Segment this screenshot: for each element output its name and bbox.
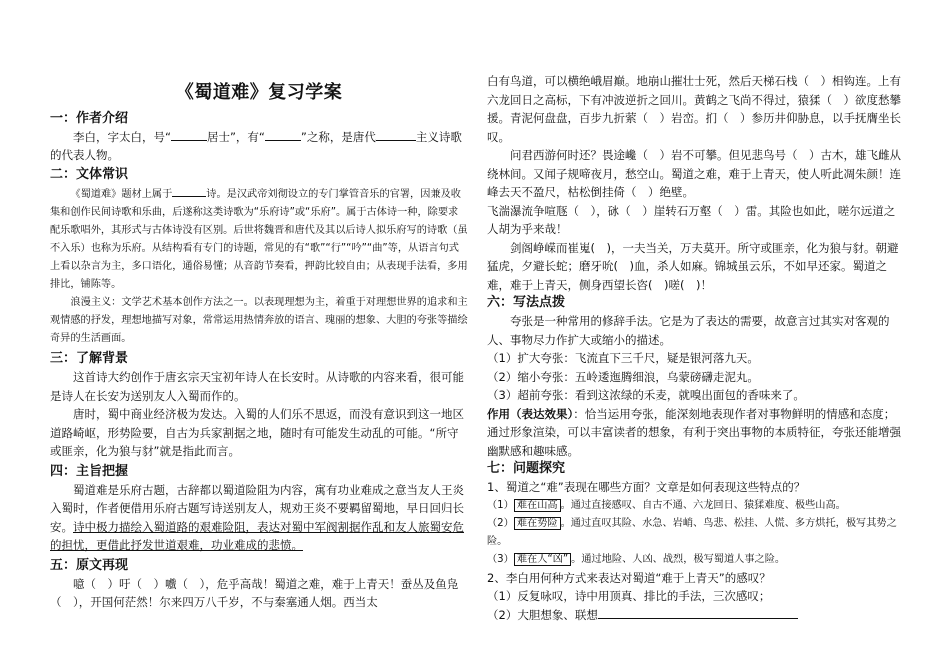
section-genre-heading: 二：文体常识 — [50, 167, 129, 182]
section-background-text-1: 这首诗大约创作于唐玄宗天宝初年诗人在长安时。从诗歌的内容来看，很可能是诗人在长安为送别友人入蜀而作的。 — [50, 370, 464, 403]
underlined-theme-sentence: 诗中极力描绘入蜀道路的艰难险阻，表达对蜀中军阀割据作乱和友人旅蜀安危的担忧，更借此抒发世道艰难，功业难成的悲愤。 — [50, 519, 464, 552]
answer-2-2: （2）大胆想象、联想 — [487, 606, 905, 625]
original-text-part-2: 白有鸟道，可以横绝峨眉巅。地崩山摧壮士死，然后天梯石栈（ ）相钩连。上有六龙回日之高标，下有冲波逆折之回川。黄鹤之飞尚不得过，猿猱（ ）欲度愁攀援。青泥何盘盘，百步九折萦（ ）岩峦。扪（ ）参历井仰胁息，以手抚膺坐长叹。 — [487, 74, 901, 144]
section-original-heading: 五：原文再现 — [50, 557, 129, 573]
blank-line[interactable] — [265, 128, 301, 141]
original-text-part-4: 飞湍瀑流争喧豗（ ），砯（ ）崖转石万壑（ ）雷。其险也如此，嗟尔远道之人胡为乎来哉！ — [487, 203, 896, 236]
answer-1-3: （3） 难在人“凶” 。通过地险、人凶、战烈，极写蜀道人事之险。 — [487, 553, 786, 565]
section-background-text-2: 唐时，蜀中商业经济极为发达。入蜀的人们乐不思返，而没有意识到这一地区道路崎岖，形势险要，自古为兵家割据之地，随时有可能发生动乱的可能。“所守或匪亲，化为狼与豺”就是指此而言。 — [50, 407, 464, 458]
question-2: 2、李白用何种方式来表达对蜀道“难于上青天”的感叹？ — [487, 570, 771, 585]
original-text-part-5: 剑阁峥嵘而崔嵬( )，一夫当关，万夫莫开。所守或匪亲，化为狼与豺。朝避猛虎，夕避长蛇；磨牙吮( )血，杀人如麻。锦城虽云乐，不如早还家。蜀道之难，难于上青天，侧身西望长咨( )嗟( )！ — [487, 240, 899, 292]
hyperbole-item-1: （1）扩大夸张：飞流直下三千尺，疑是银河落九天。 — [487, 351, 759, 365]
boxed-keyword: 难在势险 — [514, 517, 561, 530]
section-author-text: 李白，字太白，号“ 居士”，有“ ”之称，是唐代 主义诗歌的代表人物。 — [50, 130, 462, 162]
answer-1-1: （1） 难在山高 。通过直接感叹、自古不通、六龙回日、猿猱难度、极些山高。 — [487, 499, 846, 511]
section-theme-text: 蜀道难是乐府古题，古辞都以蜀道险阻为内容，寓有功业难成之意当友人王炎入蜀时，作者便借用乐府古题写诗送别友人，规劝王炎不要羁留蜀地，早日回归长安。诗中极力描绘入蜀道路的艰难险阻，表达对蜀中军阀割据作乱和友人旅蜀安危的担忧，更借此抒发世道艰难，功业难成的悲愤。 — [50, 482, 464, 552]
hyperbole-item-2: （2）缩小夸张：五岭逶迤腾细浪，乌蒙磅礴走泥丸。 — [487, 369, 759, 384]
boxed-keyword: 难在山高 — [514, 499, 561, 512]
section-theme-heading: 四：主旨把握 — [50, 463, 129, 479]
section-inquiry-heading: 七：问题探究 — [487, 461, 566, 476]
section-background-heading: 三：了解背景 — [50, 351, 129, 366]
boxed-keyword: 难在人“凶” — [514, 553, 571, 566]
answer-1-2: （2） 难在势险 。通过直叹其险、水急、岩峭、鸟悲、松挂、人慌、多方烘托，极写其势之险。 — [487, 517, 897, 547]
hyperbole-item-3: （3）超前夸张：看到这浓绿的禾麦，就嗅出面包的香味来了。 — [487, 388, 805, 402]
original-text-part-3: 问君西游何时还？畏途巉（ ）岩不可攀。但见悲鸟号（ ）古木，雄飞雌从绕林间。又闻子规啼夜月，愁空山。蜀道之难，难于上青天，使人听此凋朱颜！连峰去天不盈尺，枯松倒挂倚（ ）绝壁。 — [487, 148, 901, 199]
section-genre-text-2: 浪漫主义：文学艺术基本创作方法之一。以表现理想为主，着重于对理想世界的追求和主观情感的抒发，理想地描写对象，常常运用热情奔放的语言、瑰丽的想象、大胆的夸张等描绘奇异的生活画面。 — [50, 297, 468, 344]
original-text-part-1: 噫（ ）吁（ ）嚱（ ），危乎高哉！蜀道之难，难于上青天！蚕丛及鱼凫（ ），开国何茫然！尔来四万八千岁，不与秦塞通人烟。西当太 — [50, 576, 459, 609]
blank-line[interactable] — [376, 128, 416, 141]
answer-2-1: （1）反复咏叹，诗中用顶真、排比的手法，三次感叹； — [487, 589, 771, 603]
section-author-heading: 一：作者介绍 — [50, 111, 129, 126]
left-column — [50, 78, 468, 612]
section-genre-text-1: 《蜀道难》题材上属于 诗。是汉武帝刘彻设立的专门掌管音乐的官署，因兼及收集和创作民间诗歌和乐曲，后遂称这类诗歌为“乐府诗”或“乐府”。属于古体诗一种，除要求配乐歌唱外，其形式与古体诗没有区别。后世将魏晋和唐代及其以后诗人拟乐府写的诗歌（虽不入乐）也称为乐府。从结构看有专门的诗题，常见的有“歌”“行”“吟”“曲”等，从语言句式上看以杂言为主，多口语化，通俗易懂；从音韵节奏看，押韵比较自由；从表现手法看，多用排比，铺陈等。 — [50, 184, 468, 294]
hyperbole-effect: 作用（表达效果）：恰当运用夸张，能深刻地表现作者对事物鲜明的情感和态度；通过形象渲染，可以丰富读者的想象，有利于突出事物的本质特征，夸张还能增强幽默感和趣味感。 — [487, 406, 901, 458]
blank-line[interactable] — [172, 184, 206, 197]
document-title: 《蜀道难》复习学案 — [175, 82, 343, 103]
section-technique-text: 夸张是一种常用的修辞手法。它是为了表达的需要，故意言过其实对客观的人、事物尽力作扩大或缩小的描述。 — [487, 314, 890, 347]
answer-blank-line[interactable] — [598, 606, 798, 619]
blank-line[interactable] — [171, 128, 207, 141]
right-column — [487, 72, 905, 624]
question-1: 1、蜀道之“难”表现在哪些方面？文章是如何表现这些特点的？ — [487, 480, 806, 494]
section-technique-heading: 六：写法点拨 — [487, 295, 566, 310]
